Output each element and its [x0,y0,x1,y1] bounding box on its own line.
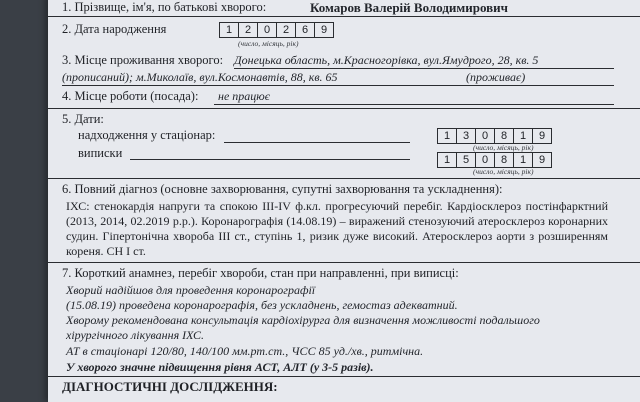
section3-label: 3. Місце проживання хворого: [62,53,224,67]
section7-label: 7. Короткий анамнез, перебіг хвороби, стан при направленні, при виписці: [62,266,459,280]
anamnesis-line: АТ в стаціонарі 120/80, 140/100 мм.рт.ст., ЧСС 85 уд./хв., ритмічна. [66,344,424,358]
date-format-hint: (число, місяць, рік) [238,39,299,48]
date-format-hint: (число, місяць, рік) [473,143,534,152]
date-digit: 2 [238,22,258,38]
date-digit: 6 [295,22,315,38]
date-digit: 1 [513,128,533,144]
anamnesis-line: У хворого значне підвищення рівня АСТ, АЛТ (у 3-5 разів). [66,360,374,374]
date-digit: 0 [257,22,277,38]
divider [48,108,640,109]
divider [48,178,640,179]
date-digit: 2 [276,22,296,38]
residence-line1: Донецька область, м.Красногорівка, вул.Ямудрого, 28, кв. 5 [234,53,539,67]
section1-label: 1. Прізвище, ім'я, по батькові хворого: [62,0,267,14]
date-digit: 3 [456,128,476,144]
underline [130,159,410,160]
anamnesis-line: (15.08.19) проведена коронарографія, без ускладнень, гемостаз адекватний. [66,298,458,312]
anamnesis-line: хірургічного лікування ІХС. [66,328,205,342]
section2-label: 2. Дата народження [62,22,167,36]
anamnesis-line: Хворому рекомендована консультація кардіохірурга для визначення можливості подальшого [66,313,540,327]
residence-status: (проживає) [466,70,526,84]
date-digit: 8 [494,128,514,144]
date-digit: 0 [475,128,495,144]
date-digit: 1 [513,152,533,168]
diagnosis-text: ІХС: стенокардія напруги та спокою ІІІ-IV ф.кл. прогресуючий перебіг. Кардіосклероз постінфарктний (2013, 2014, 02.2019 р.р.). Коронарографія (14.08.19) – виражений стенозуючий атеросклероз коронарних судин. Гіпертонічна хвороба ІІІ ст., ступінь 1, ризик дуже високий. Атеросклероз аорти з розширенням кореня. СН І ст. [66,199,608,258]
divider [48,262,640,263]
date-digit: 1 [437,128,457,144]
patient-name: Комаров Валерій Володимирович [310,0,508,15]
divider [48,376,640,377]
workplace-value: не працює [218,89,270,103]
date-digit: 5 [456,152,476,168]
underline [62,85,614,86]
section5-label: 5. Дати: [62,112,104,126]
section8-heading: ДІАГНОСТИЧНІ ДОСЛІДЖЕННЯ: [62,379,278,394]
section4-label: 4. Місце роботи (посада): [62,89,199,103]
anamnesis-line: Хворий надійшов для проведення коронарографії [66,283,316,297]
date-digit: 9 [532,152,552,168]
date-digit: 1 [437,152,457,168]
residence-line2: (прописаний); м.Миколаїв, вул.Космонавтів, 88, кв. 65 [62,70,338,84]
discharge-form-page [48,0,640,402]
discharge-label: виписки [78,146,123,160]
date-format-hint: (число, місяць, рік) [473,167,534,176]
divider [48,16,640,17]
admission-label: надходження у стаціонар: [78,128,216,142]
date-digit: 0 [475,152,495,168]
date-digit: 9 [532,128,552,144]
underline [214,104,614,105]
admission-date-boxes [438,128,552,144]
underline [234,68,614,69]
birth-date-boxes [220,22,334,38]
date-digit: 1 [219,22,239,38]
section6-label: 6. Повний діагноз (основне захворювання, супутні захворювання та ускладнення): [62,182,503,196]
underline [224,142,410,143]
discharge-date-boxes [438,152,552,168]
date-digit: 8 [494,152,514,168]
date-digit: 9 [314,22,334,38]
